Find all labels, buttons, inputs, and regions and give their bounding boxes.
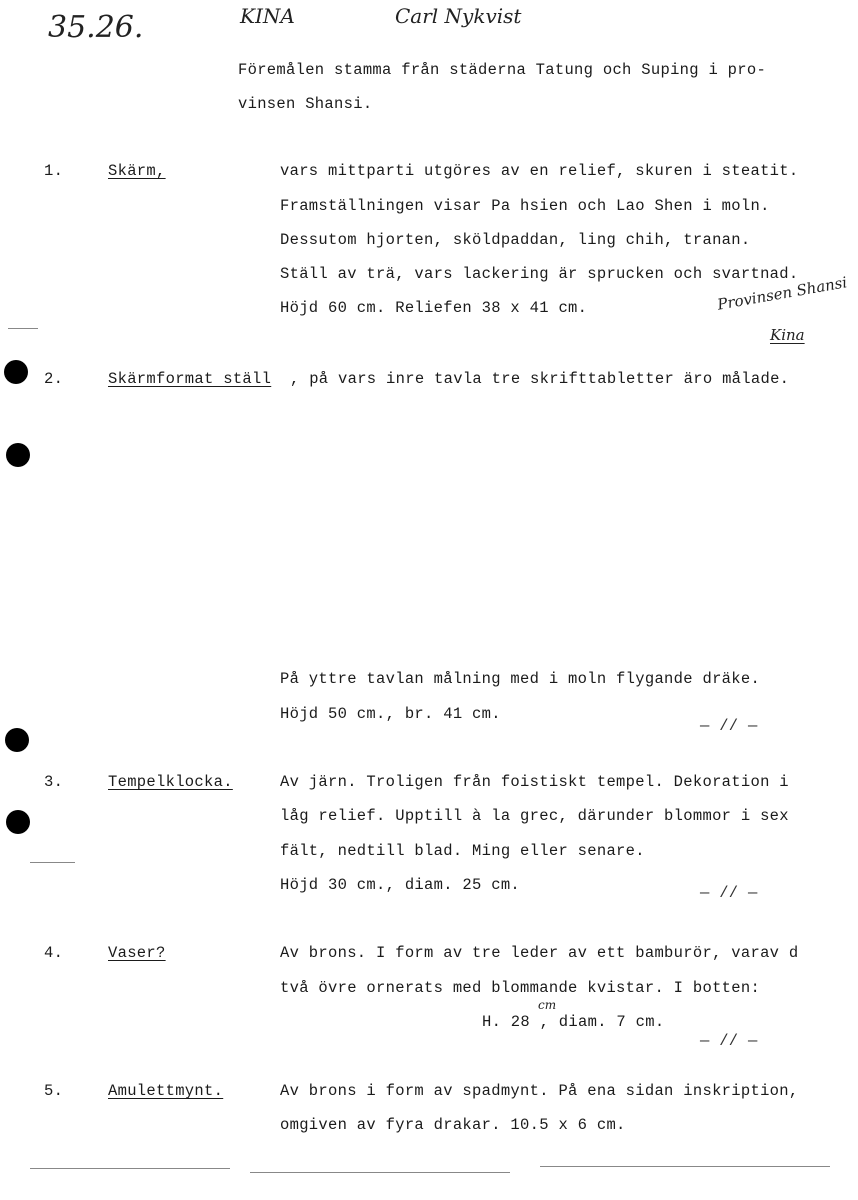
item-number: 5. (44, 1082, 64, 1100)
ditto-mark: — // — (700, 1032, 758, 1050)
item-number: 3. (44, 773, 64, 791)
item-description-line: Höjd 60 cm. Reliefen 38 x 41 cm. (280, 299, 588, 317)
item-description-line: På yttre tavlan målning med i moln flygande dräke. (280, 670, 761, 688)
handwritten-note: Kina (770, 326, 805, 344)
item-name: Vaser? (108, 944, 166, 962)
scan-noise-line (30, 862, 75, 863)
ditto-mark: — // — (700, 717, 758, 735)
scan-noise-line (540, 1166, 830, 1167)
intro-line: Föremålen stamma från städerna Tatung och Suping i pro- (238, 61, 767, 79)
scan-noise-line (30, 1168, 230, 1169)
scan-noise-line (250, 1172, 510, 1173)
handwritten-note: cm (538, 998, 557, 1012)
item-name: Skärm, (108, 162, 166, 180)
item-description-line: Av järn. Troligen från foistiskt tempel. Dekoration i (280, 773, 789, 791)
item-description-line: fält, nedtill blad. Ming eller senare. (280, 842, 645, 860)
punch-hole (4, 360, 28, 384)
ditto-mark: — // — (700, 884, 758, 902)
item-name: Amulettmynt. (108, 1082, 224, 1100)
item-description-line: Höjd 50 cm., br. 41 cm. (280, 705, 501, 723)
item-number: 2. (44, 370, 64, 388)
item-description-line: omgiven av fyra drakar. 10.5 x 6 cm. (280, 1116, 626, 1134)
item-number: 4. (44, 944, 64, 962)
country-label: KINA (240, 4, 295, 28)
collector-name: Carl Nykvist (395, 4, 522, 28)
punch-hole (6, 443, 30, 467)
item-description-line: H. 28 , diam. 7 cm. (482, 1013, 665, 1031)
item-description-line: Framställningen visar Pa hsien och Lao Shen i moln. (280, 197, 770, 215)
item-description-line: Av brons. I form av tre leder av ett bamburör, varav d (280, 944, 799, 962)
item-description-line: vars mittparti utgöres av en relief, skuren i steatit. (280, 162, 799, 180)
item-name: Tempelklocka. (108, 773, 233, 791)
item-description-line: två övre ornerats med blommande kvistar. I botten: (280, 979, 761, 997)
item-description-line: låg relief. Upptill à la grec, därunder blommor i sex (280, 807, 789, 825)
intro-line: vinsen Shansi. (238, 95, 373, 113)
item-description-line: Av brons i form av spadmynt. På ena sidan inskription, (280, 1082, 799, 1100)
item-name: Skärmformat ställ (108, 370, 272, 388)
scan-noise-line (8, 328, 38, 329)
item-number: 1. (44, 162, 64, 180)
catalog-number: 35.26. (48, 10, 144, 45)
item-description-line: Ställ av trä, vars lackering är sprucken och svartnad. (280, 265, 799, 283)
item-description-line: , på vars inre tavla tre skrifttabletter äro målade. (290, 370, 790, 388)
punch-hole (6, 810, 30, 834)
punch-hole (5, 728, 29, 752)
item-description-line: Höjd 30 cm., diam. 25 cm. (280, 876, 521, 894)
handwritten-note: Provinsen Shansi (716, 273, 849, 314)
item-description-line: Dessutom hjorten, sköldpaddan, ling chih, tranan. (280, 231, 751, 249)
